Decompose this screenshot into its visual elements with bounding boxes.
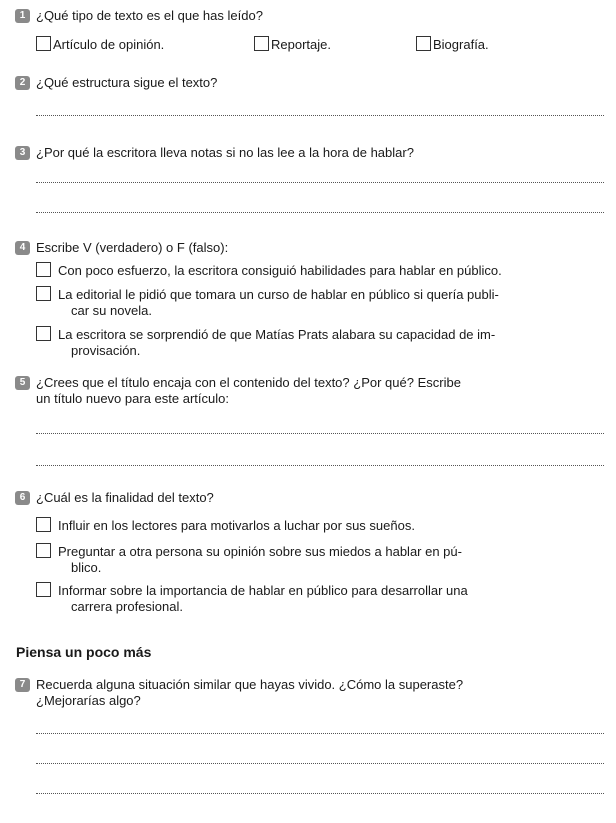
question-number-6: 6 xyxy=(15,491,30,505)
checkbox-q4-3[interactable] xyxy=(36,326,51,341)
option-q6-3: Informar sobre la importancia de hablar en público para desarrollar una carrera profesional. xyxy=(58,583,468,614)
option-q1-opinion: Artículo de opinión. xyxy=(53,37,165,52)
question-number-1: 1 xyxy=(15,9,30,23)
question-number-2: 2 xyxy=(15,76,30,90)
question-6-text: ¿Cuál es la finalidad del texto? xyxy=(36,490,214,505)
answer-line-q7-3[interactable] xyxy=(36,793,604,794)
checkbox-q1-opinion[interactable] xyxy=(36,36,51,51)
question-3-text: ¿Por qué la escritora lleva notas si no las lee a la hora de hablar? xyxy=(36,145,414,160)
question-number-7: 7 xyxy=(15,678,30,692)
question-number-4: 4 xyxy=(15,241,30,255)
checkbox-q1-biografia[interactable] xyxy=(416,36,431,51)
option-q1-biografia: Biografía. xyxy=(433,37,489,52)
checkbox-q6-2[interactable] xyxy=(36,543,51,558)
section-title: Piensa un poco más xyxy=(16,644,152,660)
question-number-5: 5 xyxy=(15,376,30,390)
checkbox-q6-3[interactable] xyxy=(36,582,51,597)
question-2-text: ¿Qué estructura sigue el texto? xyxy=(36,75,218,90)
answer-line-q2-1[interactable] xyxy=(36,115,604,116)
answer-line-q7-1[interactable] xyxy=(36,733,604,734)
checkbox-q1-reportaje[interactable] xyxy=(254,36,269,51)
checkbox-q4-2[interactable] xyxy=(36,286,51,301)
option-q4-1: Con poco esfuerzo, la escritora consiguió habilidades para hablar en público. xyxy=(58,263,502,278)
answer-line-q3-1[interactable] xyxy=(36,182,604,183)
question-7-text: Recuerda alguna situación similar que hayas vivido. ¿Cómo la superaste? ¿Mejorarías algo? xyxy=(36,677,464,708)
question-4-text: Escribe V (verdadero) o F (falso): xyxy=(36,240,229,255)
option-q6-2: Preguntar a otra persona su opinión sobre sus miedos a hablar en pú- blico. xyxy=(58,544,462,575)
answer-line-q7-2[interactable] xyxy=(36,763,604,764)
checkbox-q6-1[interactable] xyxy=(36,517,51,532)
option-q4-2: La editorial le pidió que tomara un curso de hablar en público si quería publi- car su novela. xyxy=(58,287,499,318)
question-5-text: ¿Crees que el título encaja con el contenido del texto? ¿Por qué? Escribe un título nuevo para este artículo: xyxy=(36,375,461,406)
checkbox-q4-1[interactable] xyxy=(36,262,51,277)
option-q4-3: La escritora se sorprendió de que Matías Prats alabara su capacidad de im- provisación. xyxy=(58,327,496,358)
option-q6-1: Influir en los lectores para motivarlos a luchar por sus sueños. xyxy=(58,518,415,533)
answer-line-q3-2[interactable] xyxy=(36,212,604,213)
answer-line-q5-2[interactable] xyxy=(36,465,604,466)
question-number-3: 3 xyxy=(15,146,30,160)
question-1-text: ¿Qué tipo de texto es el que has leído? xyxy=(36,8,263,23)
option-q1-reportaje: Reportaje. xyxy=(271,37,331,52)
answer-line-q5-1[interactable] xyxy=(36,433,604,434)
